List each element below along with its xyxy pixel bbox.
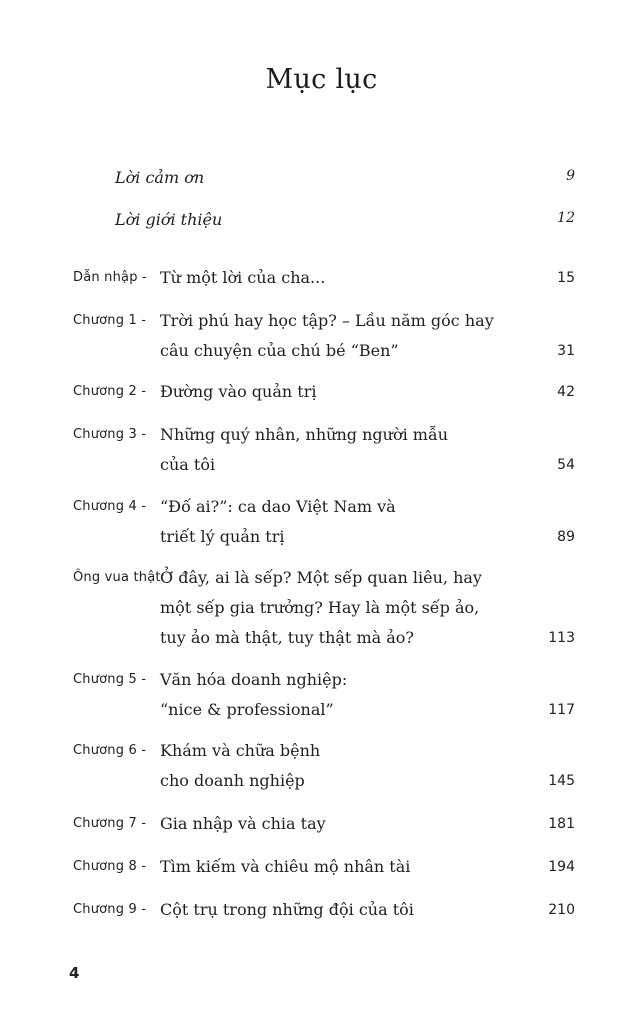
toc-entry-title-line: Trời phú hay học tập? – Lầu năm góc hay bbox=[160, 311, 494, 330]
toc-entry-title-line: Văn hóa doanh nghiệp: bbox=[160, 670, 348, 689]
toc-entry-title-line: một sếp gia trưởng? Hay là một sếp ảo, bbox=[160, 598, 480, 617]
toc-entry-page: 15 bbox=[557, 270, 575, 286]
toc-entry-label: Chương 4 - bbox=[73, 499, 147, 514]
toc-entry-page: 42 bbox=[557, 384, 575, 400]
toc-entry-page: 145 bbox=[548, 773, 575, 789]
toc-entry-title-line: Ở đây, ai là sếp? Một sếp quan liêu, hay bbox=[160, 568, 482, 587]
toc-entry-title-line: “Đố ai?”: ca dao Việt Nam và bbox=[160, 497, 396, 516]
toc-entry-title-line: tuy ảo mà thật, tuy thật mà ảo? bbox=[160, 628, 414, 647]
toc-entry-page: 12 bbox=[557, 210, 575, 226]
page-title: Mục lục bbox=[265, 64, 378, 95]
toc-entry-title-line: “nice & professional” bbox=[160, 700, 334, 719]
toc-entry-label: Chương 9 - bbox=[73, 902, 147, 917]
toc-entry-title-line: của tôi bbox=[160, 455, 216, 474]
toc-entry-page: 117 bbox=[548, 702, 575, 718]
toc-entry-title: Lời cảm ơn bbox=[115, 168, 205, 187]
toc-entry-label: Chương 3 - bbox=[73, 427, 147, 442]
toc-entry-page: 113 bbox=[548, 630, 575, 646]
toc-entry-title-line: câu chuyện của chú bé “Ben” bbox=[160, 341, 399, 360]
toc-entry-title-line: triết lý quản trị bbox=[160, 527, 285, 546]
toc-entry-label: Chương 1 - bbox=[73, 313, 147, 328]
toc-entry-title-line: Những quý nhân, những người mẫu bbox=[160, 425, 449, 444]
toc-entry-page: 31 bbox=[557, 343, 575, 359]
toc-entry-page: 89 bbox=[557, 529, 575, 545]
toc-entry-title-line: Đường vào quản trị bbox=[160, 382, 317, 401]
toc-entry-label: Ông vua thật: bbox=[73, 570, 166, 585]
toc-entry-label: Chương 8 - bbox=[73, 859, 147, 874]
toc-entry-label: Chương 7 - bbox=[73, 816, 147, 831]
toc-entry-page: 54 bbox=[557, 457, 575, 473]
toc-entry-title-line: cho doanh nghiệp bbox=[160, 771, 305, 790]
toc-entry-title-line: Từ một lời của cha... bbox=[160, 268, 326, 287]
toc-entry-title-line: Khám và chữa bệnh bbox=[160, 741, 321, 760]
toc-entry-label: Chương 5 - bbox=[73, 672, 147, 687]
toc-entry-page: 181 bbox=[548, 816, 575, 832]
toc-entry-label: Chương 2 - bbox=[73, 384, 147, 399]
footer-page-number: 4 bbox=[69, 964, 80, 982]
toc-entry-page: 210 bbox=[548, 902, 575, 918]
toc-entry-page: 194 bbox=[548, 859, 575, 875]
toc-entry-title-line: Cột trụ trong những đội của tôi bbox=[160, 900, 414, 919]
toc-entry-title-line: Gia nhập và chia tay bbox=[160, 814, 326, 833]
toc-entry-title: Lời giới thiệu bbox=[115, 210, 223, 229]
toc-entry-title-line: Tìm kiếm và chiêu mộ nhân tài bbox=[160, 857, 411, 876]
toc-entry-label: Chương 6 - bbox=[73, 743, 147, 758]
toc-entry-label: Dẫn nhập - bbox=[73, 270, 147, 285]
toc-entry-page: 9 bbox=[566, 168, 575, 184]
